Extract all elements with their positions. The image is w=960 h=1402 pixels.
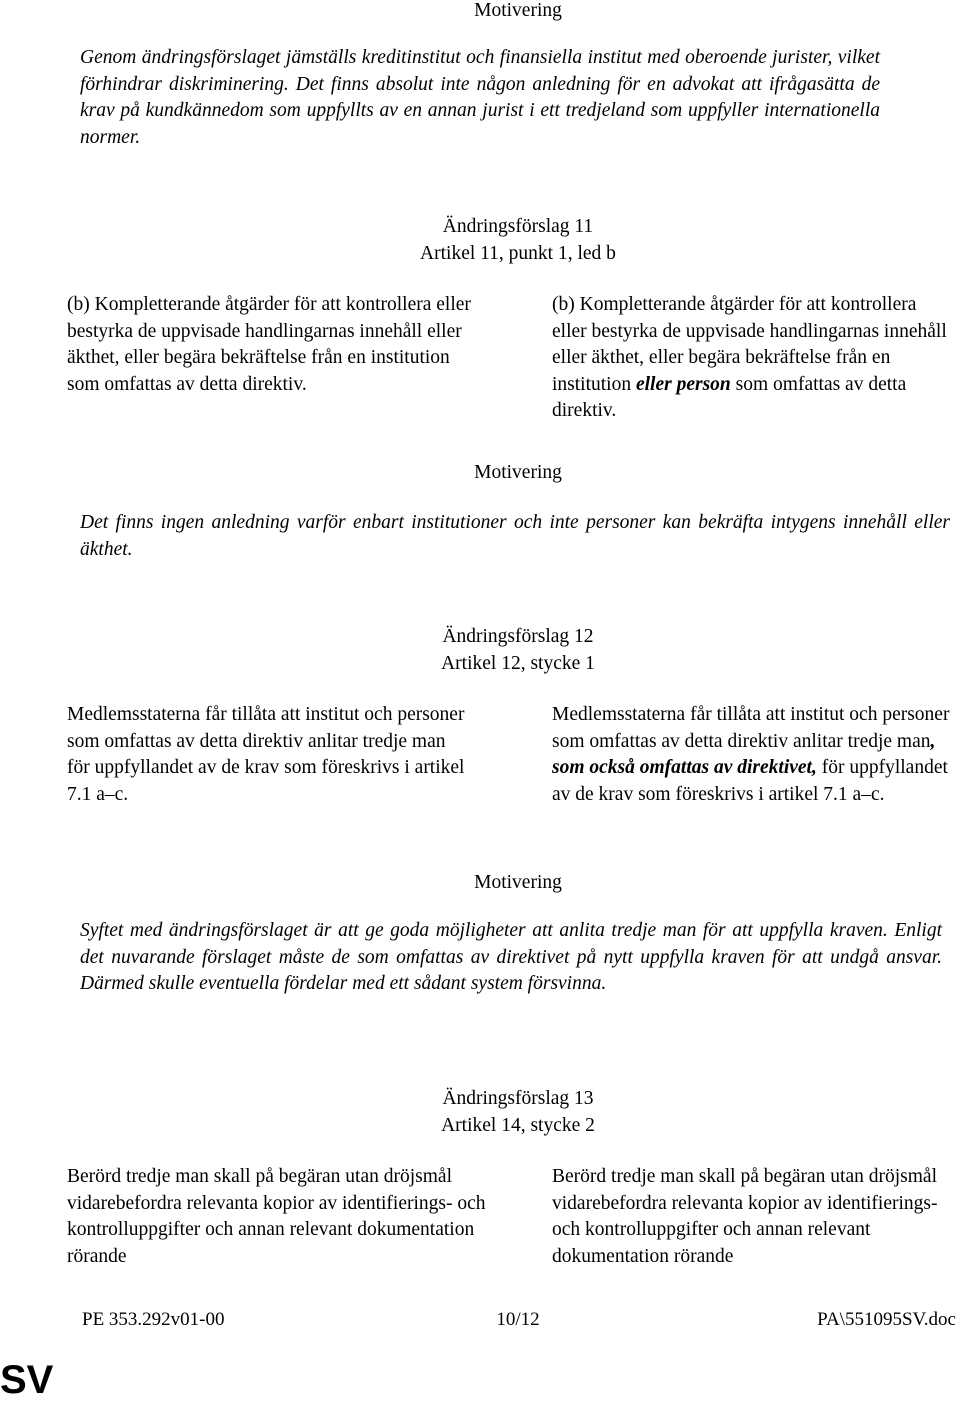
amendment-11-original-text: (b) Kompletterande åtgärder för att kontrollera eller bestyrka de uppvisade handlingarnas innehåll eller äkthet, eller begära bekräftelse från en institution som omfattas av detta direktiv.	[67, 294, 471, 395]
amendment-12-title: Ändringsförslag 12	[442, 626, 594, 647]
footer-file-name: PA\551095SV.doc	[817, 1309, 956, 1330]
amendment-11-amended-text: (b) Kompletterande åtgärder för att kontrollera eller bestyrka de uppvisade handlingarnas innehåll eller äkthet, eller begära bekräftelse från en institution eller person som omfattas av detta direktiv.	[552, 294, 947, 421]
motivation-heading-1: Motivering	[474, 0, 562, 21]
amendment-12-change-highlight: , som också omfattas av direktivet,	[552, 730, 936, 778]
amendment-11-title: Ändringsförslag 11	[442, 216, 594, 237]
amendment-13-title: Ändringsförslag 13	[442, 1088, 594, 1109]
footer-doc-reference: PE 353.292v01-00	[82, 1309, 225, 1330]
amendment-12-original-text: Medlemsstaterna får tillåta att institut och personer som omfattas av detta direktiv anlitar tredje man för uppfyllandet av de krav som föreskrivs i artikel 7.1 a–c.	[67, 704, 465, 805]
amendment-12-amended-text: Medlemsstaterna får tillåta att institut och personer som omfattas av detta direktiv anlitar tredje man, som också omfattas av direktivet, för uppfyllandet av de krav som föreskrivs i artikel 7.1 a–c.	[552, 704, 950, 805]
motivation-text-1: Genom ändringsförslaget jämställs kreditinstitut och finansiella institut med oberoende jurister, vilket förhindrar diskriminering. Det finns absolut inte någon anledning för en advokat att ifrågasätta de krav på kundkännedom som uppfyllts av en annan jurist i ett tredjeland som uppfyller internationella normer.	[80, 47, 880, 148]
amendment-12-reference: Artikel 12, stycke 1	[441, 653, 595, 674]
motivation-text-2: Det finns ingen anledning varför enbart institutioner och inte personer kan bekräfta intygens innehåll eller äkthet.	[80, 512, 950, 560]
amendment-13-amended-text: Berörd tredje man skall på begäran utan dröjsmål vidarebefordra relevanta kopior av identifierings- och kontrolluppgifter och annan relevant dokumentation rörande	[552, 1166, 938, 1267]
amendment-13-original-text: Berörd tredje man skall på begäran utan dröjsmål vidarebefordra relevanta kopior av identifierings- och kontrolluppgifter och annan relevant dokumentation rörande	[67, 1166, 486, 1267]
language-code: SV	[0, 1358, 54, 1402]
motivation-heading-2: Motivering	[474, 462, 562, 483]
amendment-11-reference: Artikel 11, punkt 1, led b	[420, 243, 616, 264]
footer-page-number: 10/12	[496, 1309, 540, 1330]
motivation-text-3: Syftet med ändringsförslaget är att ge goda möjligheter att anlita tredje man för att uppfylla kraven. Enligt det nuvarande förslaget måste de som omfattas av direktivet på nytt uppfylla kraven för att undgå ansvar. Därmed skulle eventuella fördelar med ett sådant system försvinna.	[80, 920, 942, 994]
motivation-heading-3: Motivering	[474, 872, 562, 893]
amendment-11-change-highlight: eller person	[635, 373, 731, 395]
amendment-13-reference: Artikel 14, stycke 2	[441, 1115, 595, 1136]
